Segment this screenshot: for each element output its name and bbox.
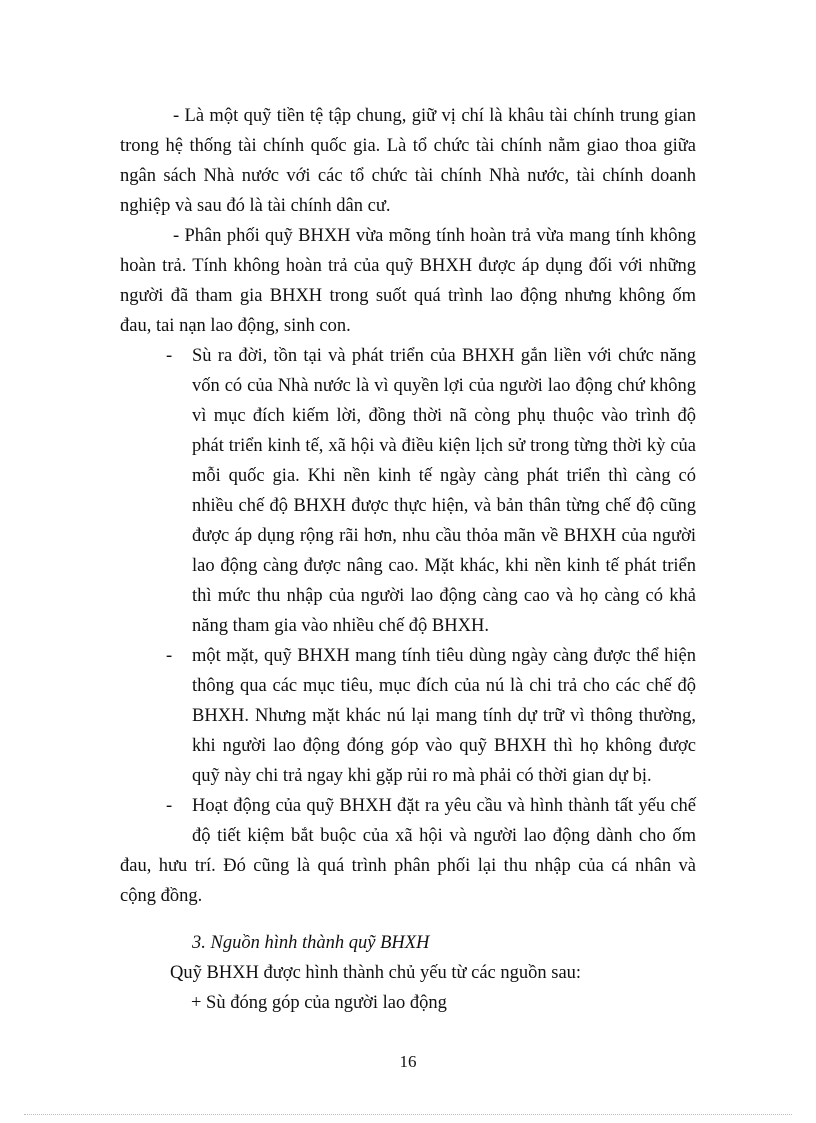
text-line: nhiều chế độ BHXH được thực hiện, và bản thân từng chế độ cũng [192, 496, 696, 516]
text-line: vốn có của Nhà nước là vì quyền lợi của người lao động chứ không [192, 376, 696, 396]
text-line: - Phân phối quỹ BHXH vừa mõng tính hoàn trả vừa mang tính không [173, 226, 696, 246]
text-line: ngân sách Nhà nước với các tổ chức tài chính Nhà nước, tài chính doanh [120, 166, 696, 186]
text-line: Hoạt động của quỹ BHXH đặt ra yêu cầu và hình thành tất yếu chế [192, 796, 696, 816]
bullet-marker: - [166, 796, 173, 816]
page-bottom-border [24, 1114, 792, 1115]
text-line: năng tham gia vào nhiều chế độ BHXH. [192, 616, 489, 636]
text-line: một mặt, quỹ BHXH mang tính tiêu dùng ngày càng được thể hiện [192, 646, 696, 666]
text-line: độ tiết kiệm bắt buộc của xã hội và người lao động dành cho ốm [192, 826, 696, 846]
text-line: đau, tai nạn lao động, sinh con. [120, 316, 351, 336]
text-line: khi người lao động đóng góp vào quỹ BHXH thì họ không được [192, 736, 696, 756]
text-line: phát triển kinh tế, xã hội và điều kiện lịch sử trong từng thời kỳ của [192, 436, 696, 456]
text-line: thông qua các mục tiêu, mục đích của nú là chi trả cho các chế độ [192, 676, 696, 696]
text-line: - Là một quỹ tiền tệ tập chung, giữ vị chí là khâu tài chính trung gian [173, 106, 696, 126]
text-line: hoàn trả. Tính không hoàn trả của quỹ BHXH được áp dụng đối với những [120, 256, 696, 276]
page-number: 16 [399, 1052, 417, 1071]
text-line: đau, hưu trí. Đó cũng là quá trình phân phối lại thu nhập của cá nhân và [120, 856, 696, 876]
text-line: trong hệ thống tài chính quốc gia. Là tổ chức tài chính nằm giao thoa giữa [120, 136, 696, 156]
section-heading: 3. Nguồn hình thành quỹ BHXH [192, 933, 430, 953]
paragraph-su-dong-gop: + Sù đóng góp của người lao động [191, 993, 447, 1013]
text-line: cộng đồng. [120, 886, 203, 906]
paragraph-nguon-hinh-thanh: Quỹ BHXH được hình thành chủ yếu từ các nguồn sau: [170, 963, 582, 983]
text-line: mỗi quốc gia. Khi nền kinh tế ngày càng phát triển thì càng có [192, 466, 696, 486]
text-line: được áp dụng rộng rãi hơn, nhu cầu thỏa mãn về BHXH của người [192, 526, 696, 546]
bullet-marker: - [166, 646, 173, 666]
text-line: lao động càng được nâng cao. Mặt khác, khi nền kinh tế phát triển [192, 556, 696, 576]
text-line: quỹ này chi trả ngay khi gặp rủi ro mà phải có thời gian dự bị. [192, 766, 652, 786]
text-line: Sù ra đời, tồn tại và phát triển của BHXH gắn liền với chức năng [192, 346, 696, 366]
text-line: người đã tham gia BHXH trong suốt quá trình lao động nhưng không ốm [120, 286, 696, 306]
text-line: BHXH. Nhưng mặt khác nú lại mang tính dự trữ vì thông thường, [192, 706, 696, 726]
text-line: vì mục đích kiếm lời, đồng thời nã còng phụ thuộc vào trình độ [192, 406, 696, 426]
bullet-marker: - [166, 346, 173, 366]
text-line: thì mức thu nhập của người lao động càng cao và họ càng có khả [192, 586, 696, 606]
text-line: nghiệp và sau đó là tài chính dân cư. [120, 196, 391, 216]
